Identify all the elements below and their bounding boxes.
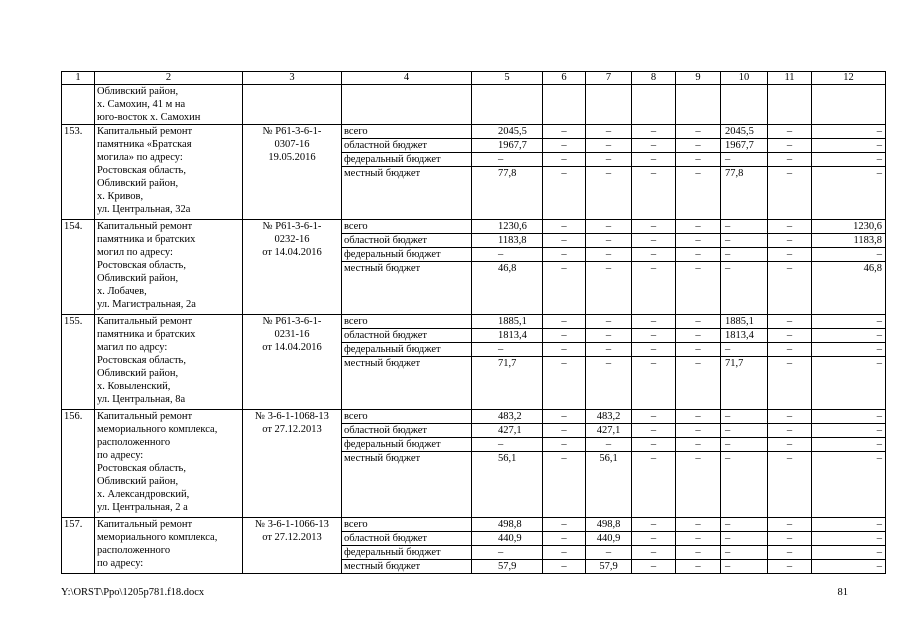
entry-number: 155. — [62, 315, 95, 410]
amount-cell: – — [632, 167, 676, 220]
amount-cell: – — [543, 518, 586, 532]
amount-cell: 1967,7 — [721, 139, 768, 153]
amount-cell: – — [768, 139, 812, 153]
amount-cell: 46,8 — [812, 262, 886, 315]
amount-cell: – — [543, 139, 586, 153]
amount-cell: – — [721, 248, 768, 262]
empty-cell — [586, 85, 632, 125]
amount-cell: 1183,8 — [472, 234, 543, 248]
amount-cell: – — [676, 220, 721, 234]
amount-cell: – — [812, 139, 886, 153]
amount-cell: – — [632, 424, 676, 438]
amount-cell: – — [721, 560, 768, 574]
column-header-5: 5 — [472, 72, 543, 85]
amount-cell: – — [676, 329, 721, 343]
amount-cell: – — [812, 125, 886, 139]
funding-source: всего — [342, 315, 472, 329]
amount-cell: – — [721, 438, 768, 452]
document-reference: № Р61-3-6-1- 0307-16 19.05.2016 — [243, 125, 342, 220]
object-description: Обливский район, х. Самохин, 41 м на юго-восток х. Самохин — [95, 85, 243, 125]
entry-number: 157. — [62, 518, 95, 574]
amount-cell: – — [632, 315, 676, 329]
amount-cell: 498,8 — [472, 518, 543, 532]
document-reference: № 3-6-1-1066-13 от 27.12.2013 — [243, 518, 342, 574]
empty-cell — [243, 85, 342, 125]
amount-cell: – — [543, 167, 586, 220]
amount-cell: – — [543, 125, 586, 139]
amount-cell: – — [632, 438, 676, 452]
amount-cell: – — [812, 315, 886, 329]
column-header-6: 6 — [543, 72, 586, 85]
amount-cell: 440,9 — [586, 532, 632, 546]
object-description: Капитальный ремонт памятника и братских могил по адресу: Ростовская область, Обливский район, х. Лобачев, ул. Магистральная, 2а — [95, 220, 243, 315]
amount-cell: – — [721, 424, 768, 438]
amount-cell: – — [676, 139, 721, 153]
amount-cell: – — [543, 343, 586, 357]
empty-cell — [472, 85, 543, 125]
amount-cell: – — [543, 438, 586, 452]
amount-cell: – — [812, 532, 886, 546]
amount-cell: 1183,8 — [812, 234, 886, 248]
amount-cell: – — [632, 343, 676, 357]
page-number: 81 — [837, 587, 848, 598]
amount-cell: 483,2 — [586, 410, 632, 424]
amount-cell: – — [676, 343, 721, 357]
amount-cell: 56,1 — [472, 452, 543, 518]
funding-source: местный бюджет — [342, 452, 472, 518]
amount-cell: – — [632, 357, 676, 410]
amount-cell: 71,7 — [472, 357, 543, 410]
amount-cell: – — [768, 220, 812, 234]
funding-source: местный бюджет — [342, 357, 472, 410]
amount-cell: – — [632, 329, 676, 343]
amount-cell: – — [768, 167, 812, 220]
amount-cell: – — [586, 234, 632, 248]
amount-cell: 71,7 — [721, 357, 768, 410]
amount-cell: – — [472, 343, 543, 357]
object-description: Капитальный ремонт памятника и братских магил по адрсу: Ростовская область, Обливский район, х. Ковыленский, ул. Центральная, 8а — [95, 315, 243, 410]
amount-cell: – — [586, 438, 632, 452]
funding-source: федеральный бюджет — [342, 343, 472, 357]
document-reference: № 3-6-1-1068-13 от 27.12.2013 — [243, 410, 342, 518]
column-header-4: 4 — [342, 72, 472, 85]
amount-cell: 1813,4 — [721, 329, 768, 343]
amount-cell: – — [543, 220, 586, 234]
amount-cell: – — [543, 560, 586, 574]
amount-cell: – — [812, 546, 886, 560]
funding-source: всего — [342, 220, 472, 234]
amount-cell: – — [768, 518, 812, 532]
table-row — [62, 125, 886, 139]
empty-cell — [342, 85, 472, 125]
amount-cell: – — [812, 357, 886, 410]
amount-cell: – — [632, 410, 676, 424]
column-header-8: 8 — [632, 72, 676, 85]
funding-source: местный бюджет — [342, 262, 472, 315]
continuation-row — [62, 85, 886, 125]
table-row — [62, 315, 886, 329]
amount-cell: – — [768, 424, 812, 438]
amount-cell: – — [632, 452, 676, 518]
amount-cell: – — [812, 560, 886, 574]
column-header-10: 10 — [721, 72, 768, 85]
amount-cell: – — [632, 560, 676, 574]
amount-cell: 77,8 — [472, 167, 543, 220]
amount-cell: 2045,5 — [721, 125, 768, 139]
amount-cell: 440,9 — [472, 532, 543, 546]
object-description: Капитальный ремонт мемориального комплекса, расположенного по адресу: Ростовская область, Обливский район, х. Александровский, ул. Центральная, 2 а — [95, 410, 243, 518]
empty-cell — [632, 85, 676, 125]
amount-cell: – — [676, 410, 721, 424]
document-reference: № Р61-3-6-1- 0232-16 от 14.04.2016 — [243, 220, 342, 315]
amount-cell: – — [586, 153, 632, 167]
column-header-3: 3 — [243, 72, 342, 85]
amount-cell: – — [721, 410, 768, 424]
amount-cell: – — [676, 248, 721, 262]
amount-cell: – — [543, 234, 586, 248]
table-row — [62, 220, 886, 234]
table-row — [62, 518, 886, 532]
amount-cell: – — [472, 248, 543, 262]
amount-cell: 427,1 — [586, 424, 632, 438]
amount-cell: 46,8 — [472, 262, 543, 315]
empty-cell — [768, 85, 812, 125]
amount-cell: – — [812, 248, 886, 262]
amount-cell: – — [676, 518, 721, 532]
amount-cell: – — [632, 248, 676, 262]
amount-cell: – — [768, 234, 812, 248]
amount-cell: – — [586, 315, 632, 329]
amount-cell: – — [586, 329, 632, 343]
amount-cell: 57,9 — [472, 560, 543, 574]
amount-cell: – — [676, 234, 721, 248]
empty-cell — [676, 85, 721, 125]
amount-cell: 1813,4 — [472, 329, 543, 343]
funding-source: всего — [342, 410, 472, 424]
amount-cell: – — [632, 153, 676, 167]
amount-cell: – — [543, 357, 586, 410]
amount-cell: – — [676, 153, 721, 167]
entry-number: 153. — [62, 125, 95, 220]
amount-cell: – — [812, 167, 886, 220]
amount-cell: – — [721, 153, 768, 167]
amount-cell: – — [721, 452, 768, 518]
amount-cell: – — [543, 452, 586, 518]
column-header-11: 11 — [768, 72, 812, 85]
amount-cell: – — [768, 532, 812, 546]
amount-cell: – — [586, 139, 632, 153]
funding-source: областной бюджет — [342, 234, 472, 248]
amount-cell: – — [543, 410, 586, 424]
amount-cell: – — [632, 234, 676, 248]
amount-cell: – — [768, 248, 812, 262]
amount-cell: – — [586, 262, 632, 315]
amount-cell: – — [768, 546, 812, 560]
amount-cell: – — [632, 518, 676, 532]
amount-cell: – — [812, 329, 886, 343]
amount-cell: – — [586, 357, 632, 410]
amount-cell: – — [676, 532, 721, 546]
amount-cell: – — [768, 315, 812, 329]
column-header-7: 7 — [586, 72, 632, 85]
funding-source: федеральный бюджет — [342, 438, 472, 452]
amount-cell: – — [676, 262, 721, 315]
amount-cell: – — [472, 438, 543, 452]
header-row — [62, 72, 886, 85]
object-description: Капитальный ремонт памятника «Братская могила» по адресу: Ростовская область, Обливский район, х. Кривов, ул. Центральная, 32а — [95, 125, 243, 220]
amount-cell: – — [586, 343, 632, 357]
entry-number: 156. — [62, 410, 95, 518]
amount-cell: – — [721, 220, 768, 234]
funding-source: всего — [342, 125, 472, 139]
table-row — [62, 410, 886, 424]
amount-cell: – — [676, 125, 721, 139]
amount-cell: 1967,7 — [472, 139, 543, 153]
funding-source: всего — [342, 518, 472, 532]
amount-cell: – — [586, 248, 632, 262]
empty-cell — [543, 85, 586, 125]
amount-cell: – — [812, 410, 886, 424]
amount-cell: – — [768, 410, 812, 424]
amount-cell: 56,1 — [586, 452, 632, 518]
amount-cell: – — [632, 262, 676, 315]
amount-cell: – — [586, 220, 632, 234]
amount-cell: 77,8 — [721, 167, 768, 220]
amount-cell: – — [676, 452, 721, 518]
amount-cell: – — [768, 343, 812, 357]
amount-cell: 1885,1 — [721, 315, 768, 329]
amount-cell: – — [676, 546, 721, 560]
amount-cell: – — [632, 546, 676, 560]
amount-cell: – — [721, 262, 768, 315]
amount-cell: – — [812, 343, 886, 357]
amount-cell: 1230,6 — [472, 220, 543, 234]
amount-cell: – — [543, 424, 586, 438]
funding-source: областной бюджет — [342, 329, 472, 343]
amount-cell: 1885,1 — [472, 315, 543, 329]
amount-cell: – — [768, 262, 812, 315]
empty-cell — [812, 85, 886, 125]
amount-cell: – — [472, 546, 543, 560]
amount-cell: – — [543, 546, 586, 560]
amount-cell: – — [768, 438, 812, 452]
document-reference: № Р61-3-6-1- 0231-16 от 14.04.2016 — [243, 315, 342, 410]
amount-cell: – — [812, 518, 886, 532]
amount-cell: – — [632, 125, 676, 139]
amount-cell: – — [676, 357, 721, 410]
entry-number: 154. — [62, 220, 95, 315]
funding-source: областной бюджет — [342, 424, 472, 438]
amount-cell: – — [721, 532, 768, 546]
amount-cell: – — [812, 153, 886, 167]
amount-cell: – — [721, 546, 768, 560]
amount-cell: – — [543, 329, 586, 343]
budget-table — [61, 71, 886, 574]
amount-cell: – — [543, 153, 586, 167]
amount-cell: – — [768, 560, 812, 574]
amount-cell: 1230,6 — [812, 220, 886, 234]
amount-cell: – — [586, 167, 632, 220]
column-header-2: 2 — [95, 72, 243, 85]
amount-cell: – — [676, 424, 721, 438]
amount-cell: 483,2 — [472, 410, 543, 424]
amount-cell: – — [812, 424, 886, 438]
funding-source: федеральный бюджет — [342, 546, 472, 560]
amount-cell: – — [676, 560, 721, 574]
amount-cell: – — [543, 262, 586, 315]
amount-cell: 2045,5 — [472, 125, 543, 139]
amount-cell: – — [632, 139, 676, 153]
amount-cell: – — [586, 125, 632, 139]
amount-cell: 427,1 — [472, 424, 543, 438]
amount-cell: – — [768, 452, 812, 518]
funding-source: федеральный бюджет — [342, 248, 472, 262]
amount-cell: – — [721, 518, 768, 532]
amount-cell: – — [543, 532, 586, 546]
amount-cell: – — [676, 167, 721, 220]
funding-source: областной бюджет — [342, 139, 472, 153]
amount-cell: – — [632, 532, 676, 546]
footer-file-path: Y:\ORST\Ppo\1205p781.f18.docx — [61, 587, 205, 598]
amount-cell: – — [812, 452, 886, 518]
funding-source: областной бюджет — [342, 532, 472, 546]
column-header-12: 12 — [812, 72, 886, 85]
amount-cell: – — [812, 438, 886, 452]
number-cell — [62, 85, 95, 125]
empty-cell — [721, 85, 768, 125]
object-description: Капитальный ремонт мемориального комплекса, расположенного по адресу: — [95, 518, 243, 574]
amount-cell: – — [543, 248, 586, 262]
funding-source: федеральный бюджет — [342, 153, 472, 167]
amount-cell: – — [676, 438, 721, 452]
column-header-9: 9 — [676, 72, 721, 85]
amount-cell: – — [768, 329, 812, 343]
amount-cell: – — [768, 357, 812, 410]
column-header-1: 1 — [62, 72, 95, 85]
amount-cell: 498,8 — [586, 518, 632, 532]
amount-cell: 57,9 — [586, 560, 632, 574]
amount-cell: – — [632, 220, 676, 234]
funding-source: местный бюджет — [342, 560, 472, 574]
amount-cell: – — [768, 125, 812, 139]
amount-cell: – — [586, 546, 632, 560]
amount-cell: – — [768, 153, 812, 167]
amount-cell: – — [721, 343, 768, 357]
funding-source: местный бюджет — [342, 167, 472, 220]
amount-cell: – — [676, 315, 721, 329]
amount-cell: – — [472, 153, 543, 167]
amount-cell: – — [721, 234, 768, 248]
amount-cell: – — [543, 315, 586, 329]
